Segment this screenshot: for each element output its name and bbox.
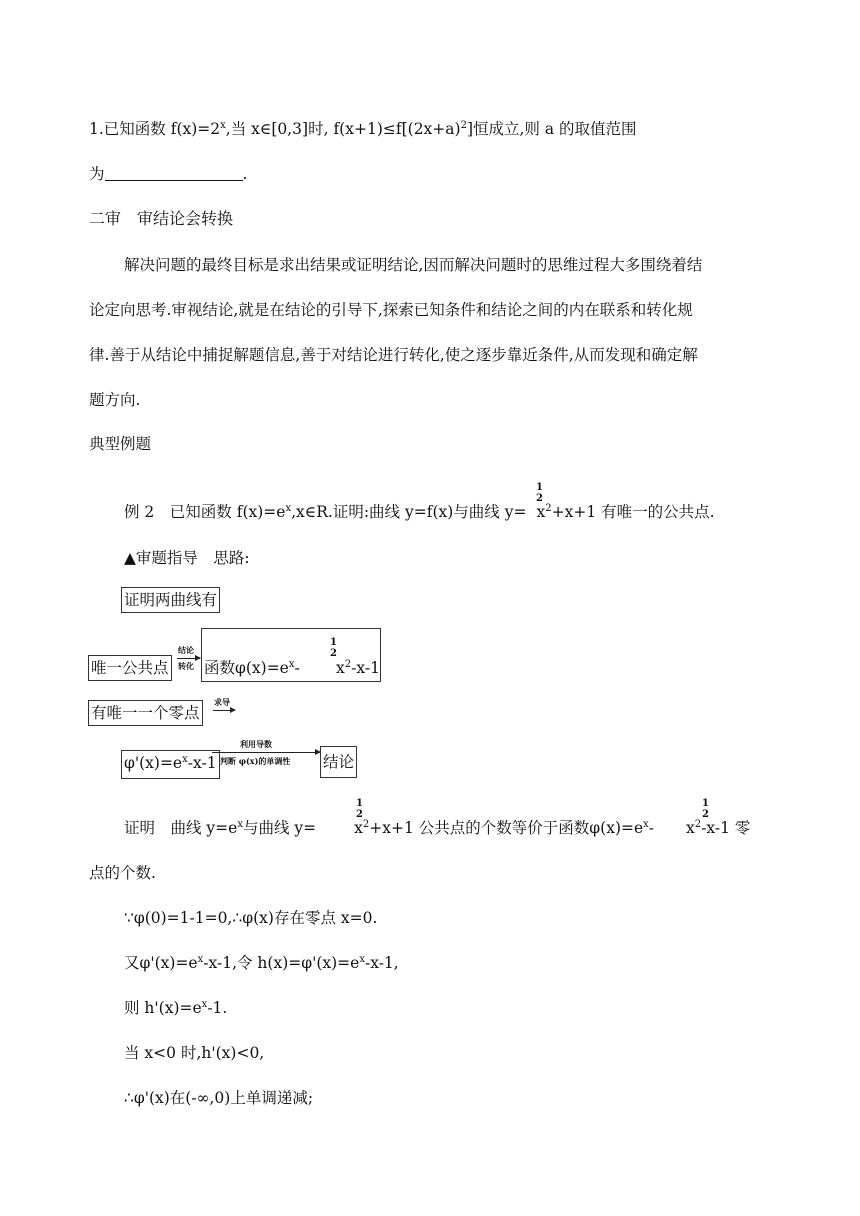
answer-blank	[105, 164, 243, 181]
q1-line2-a: 为	[89, 165, 105, 183]
q1-sup-2: 2	[460, 120, 467, 131]
q1-text-a: 1.已知函数 f(x)=2	[89, 120, 221, 138]
ex2-text-d: +x+1 有唯一的公共点.	[551, 503, 715, 521]
ex2-text-c: x	[536, 503, 546, 521]
proof-l5-a: 则 h'(x)=e	[124, 999, 202, 1017]
typical-examples-heading: 典型例题	[89, 435, 152, 453]
proof-line-6: 当 x<0 时,h'(x)<0,	[124, 1044, 265, 1062]
section-paragraph-line-4: 题方向.	[89, 391, 141, 409]
flow-arrow-1	[177, 658, 200, 659]
flow-arrow3-bottom-label: 判断 φ(x)的单调性	[220, 756, 291, 766]
proof-l1-sup-2: 2	[362, 819, 370, 830]
proof-l1-g: -x-1 零	[701, 819, 751, 837]
q1-sup-x: x	[220, 120, 226, 131]
ex2-text-b: ,x∈R.证明:曲线 y=f(x)与曲线 y=	[291, 503, 527, 521]
proof-l4-sup-x: x	[197, 954, 204, 965]
box3-fraction-half: 1 2	[330, 637, 337, 659]
proof-l1-d: +x+1 公共点的个数等价于函数φ(x)=e	[369, 819, 644, 837]
proof-l5-sup-x: x	[201, 999, 208, 1010]
proof-l1-a: 证明 曲线 y=e	[124, 819, 238, 837]
box3-sup-2: 2	[344, 659, 352, 670]
proof-line-3: ∵φ(0)=1-1=0,∴φ(x)存在零点 x=0.	[124, 909, 378, 927]
box3-text-d: -x-1	[351, 659, 380, 677]
proof-l1-c: x	[354, 819, 363, 837]
box3-text-c: x	[336, 659, 345, 677]
proof-l1-e: -	[648, 819, 655, 837]
ex2-text-a: 例 2 已知函数 f(x)=e	[124, 503, 286, 521]
flow-arrow1-top-label: 结论	[178, 645, 194, 655]
question-1-line-1	[89, 118, 637, 143]
proof-l1-sup-x2: x	[643, 819, 649, 830]
proof-l1-f: x	[686, 819, 695, 837]
proof-l1-sup-x: x	[237, 819, 243, 830]
q1-line2-b: .	[242, 165, 248, 183]
proof-l1-sup-2b: 2	[694, 819, 702, 830]
flow-box-unique-zero: 有唯一一个零点	[88, 700, 203, 726]
box3-text-a: 函数φ(x)=e	[204, 659, 289, 677]
ex2-sup-2: 2	[545, 503, 552, 514]
proof-line-5	[124, 997, 227, 1022]
guide-label: ▲审题指导 思路:	[124, 549, 250, 567]
flow-arrow-3	[212, 752, 320, 753]
proof-fraction-half-1: 1 2	[356, 798, 363, 820]
proof-l4-a: 又φ'(x)=e	[124, 954, 198, 972]
flow-box-derivative	[121, 750, 220, 779]
proof-line-4	[124, 952, 399, 977]
ex2-fraction-half: 1 2	[536, 482, 543, 504]
proof-l5-b: -1.	[207, 999, 228, 1017]
section-paragraph-line-1: 解决问题的最终目标是求出结果或证明结论,因而解决问题时的思维过程大多围绕着结	[124, 256, 703, 274]
flow-arrow2-top-label: 求导	[214, 697, 230, 707]
proof-l4-b: -x-1,令 h(x)=φ'(x)=e	[203, 954, 360, 972]
section-paragraph-line-3: 律.善于从结论中捕捉解题信息,善于对结论进行转化,使之逐步靠近条件,从而发现和确定解	[89, 346, 698, 364]
box3-sup-x: x	[288, 659, 295, 670]
section-paragraph-line-2: 论定向思考.审视结论,就是在结论的引导下,探索已知条件和结论之间的内在联系和转化规	[89, 301, 693, 319]
flow-box-function-phi	[201, 628, 381, 682]
section-title: 二审 审结论会转换	[89, 209, 234, 228]
box3-text-b: -	[294, 659, 300, 677]
example-2-statement	[124, 501, 715, 526]
proof-line-1	[124, 817, 750, 842]
q1-text-b: ,当 x∈[0,3]时, f(x+1)≤f[(2x+a)	[225, 120, 461, 138]
proof-l4-sup-x2: x	[359, 954, 365, 965]
flow-arrow3-top-label: 利用导数	[240, 739, 272, 749]
question-1-line-2	[89, 163, 247, 185]
box5-sup-x: x	[182, 754, 188, 765]
box5-text-b: -x-1	[187, 754, 217, 772]
flow-arrow-2	[213, 710, 235, 711]
flow-box-conclusion: 结论	[320, 746, 357, 778]
proof-line-2: 点的个数.	[89, 864, 156, 882]
ex2-sup-x: x	[285, 503, 292, 514]
box5-text-a: φ'(x)=e	[124, 754, 183, 772]
proof-l1-b: 与曲线 y=	[243, 819, 317, 837]
flow-box-prove-curves: 证明两曲线有	[121, 587, 220, 613]
proof-l4-c: -x-1,	[364, 954, 399, 972]
proof-line-7: ∴φ'(x)在(-∞,0)上单调递减;	[124, 1089, 314, 1107]
proof-fraction-half-2: 1 2	[702, 798, 709, 820]
q1-text-c: ]恒成立,则 a 的取值范围	[466, 120, 637, 138]
flow-box-unique-common-point: 唯一公共点	[88, 655, 172, 681]
flow-arrow1-bottom-label: 转化	[178, 661, 194, 671]
